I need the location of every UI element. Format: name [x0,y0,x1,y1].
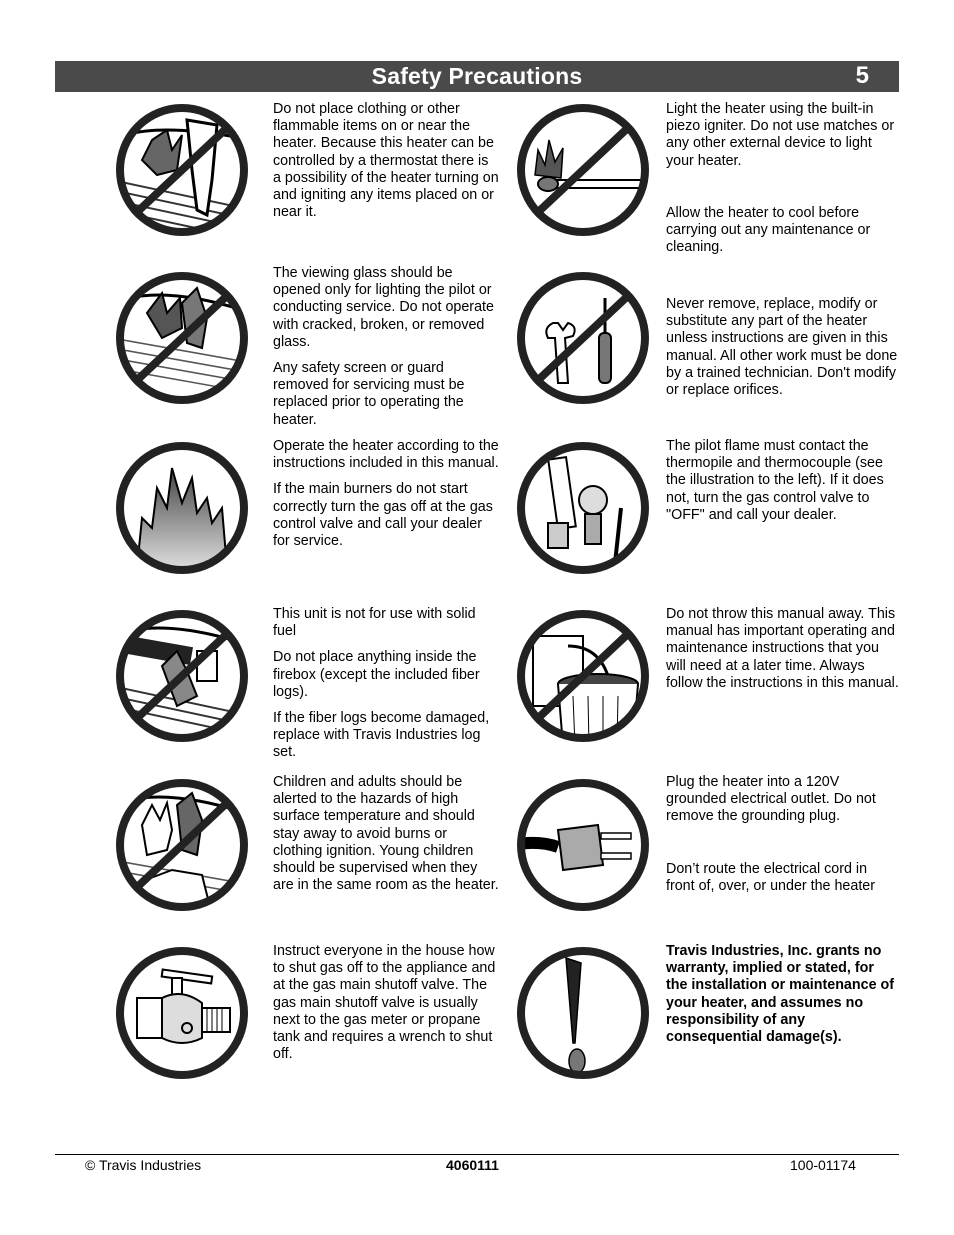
footer-part-number: 100-01174 [790,1157,856,1173]
paragraph: The pilot flame must contact the thermopile and thermocouple (see the illustration to the left). If it does not, turn the gas control valve to "OFF" and call your dealer. [666,438,884,523]
paragraph: Allow the heater to cool before carrying out any maintenance or cleaning. [666,204,871,256]
footer-doc-number: 4060111 [446,1157,499,1173]
electrical-plug-icon [513,775,653,915]
left-text-1 [273,101,499,230]
paragraph: Children and adults should be alerted to the hazards of high surface temperature and should stay away to avoid burns or clothing ignition. Young children should be supervised when they are in the same room as the heater. [273,774,499,894]
no-match-icon [513,100,653,240]
right-text-6 [666,943,899,1055]
gas-shutoff-valve-icon [112,943,252,1083]
paragraph: If the main burners do not start correctly turn the gas off at the gas control valve and call your dealer for service. [273,481,493,550]
paragraph: Instruct everyone in the house how to shut gas off to the appliance and at the gas main shutoff valve. The gas main shutoff valve is usually next to the gas meter or propane tank and requires a wrench to shut off. [273,943,496,1063]
right-text-5 [666,774,899,904]
paragraph: The viewing glass should be opened only for lighting the pilot or conducting service. Do not operate with cracked, broken, or removed glass. [273,265,494,350]
right-text-4 [666,606,899,701]
exclamation-icon [513,943,653,1083]
no-discard-manual-icon [513,606,653,746]
right-text-1 [666,101,899,265]
no-open-glass-icon [112,268,252,408]
no-flammables-icon [112,100,252,240]
right-text-3 [666,438,899,533]
page-number: 5 [855,62,869,89]
no-touch-hot-surface-icon [112,775,252,915]
left-text-3 [273,438,499,559]
left-text-5 [273,774,499,903]
left-text-6 [273,943,499,1072]
footer-divider [55,1154,899,1155]
footer-copyright: © Travis Industries [85,1157,202,1173]
paragraph: If the fiber logs become damaged, replace with Travis Industries log set. [273,710,490,761]
left-text-4 [273,606,499,771]
flame-icon [112,438,252,578]
paragraph: Light the heater using the built-in piezo igniter. Do not use matches or any other external device to light your heater. [666,101,895,169]
no-tools-icon [513,268,653,408]
paragraph: Never remove, replace, modify or substitute any part of the heater unless instructions are given in this manual. All other work must be done by a trained technician. Don't modify or replace orifices. [666,296,898,399]
paragraph: Any safety screen or guard removed for servicing must be replaced prior to operating the heater. [273,360,465,428]
paragraph: Do not throw this manual away. This manual has important operating and maintenance instructions that you will need at a later time. Always follow the instructions in this manual. [666,606,899,691]
warranty-disclaimer: Travis Industries, Inc. grants no warranty, implied or stated, for the installation or maintenance of your heater, and assumes no responsibility of any consequential damage(s). [666,943,894,1046]
paragraph: Do not place anything inside the firebox (except the included fiber logs). [273,649,480,700]
right-text-2 [666,296,899,408]
left-text-2 [273,265,499,438]
page-header [55,61,899,92]
no-solid-fuel-icon [112,606,252,746]
paragraph: This unit is not for use with solid fuel [273,606,476,640]
pilot-assembly-icon [513,438,653,578]
paragraph: Don’t route the electrical cord in front of, over, or under the heater [666,860,876,894]
paragraph: Operate the heater according to the instructions included in this manual. [273,438,499,472]
paragraph: Plug the heater into a 120V grounded electrical outlet. Do not remove the grounding plug. [666,774,876,825]
paragraph: Do not place clothing or other flammable items on or near the heater. Because this heater can be controlled by a thermostat there is a possibility of the heater turning on and igniting any items placed on or near it. [273,101,499,221]
page-title: Safety Precautions [371,63,583,89]
